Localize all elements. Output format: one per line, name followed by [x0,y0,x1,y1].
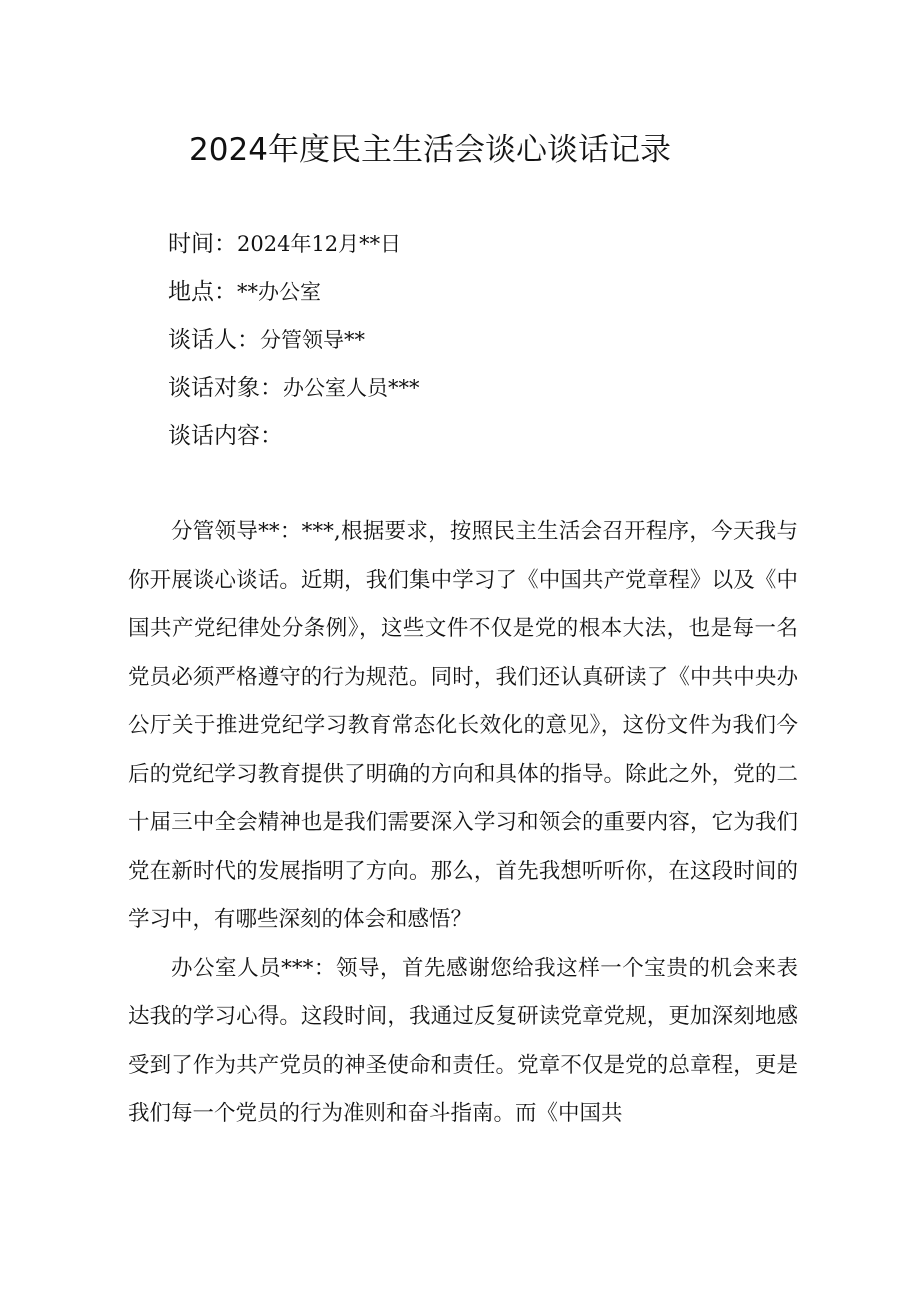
meta-block [168,222,808,462]
paragraph [128,508,798,945]
paragraph-text: ***,根据要求，按照民主生活会召开程序，今天我与你开展谈心谈话。近期，我们集中学习了《中国共产党章程》以及《中国共产党纪律处分条例》，这些文件不仅是党的根本大法，也是每一名党员必须严格遵守的行为规范。同时，我们还认真研读了《中共中央办公厅关于推进党纪学习教育常态化长效化的意见》，这份文件为我们今后的党纪学习教育提供了明确的方向和具体的指导。除此之外，党的二十届三中全会精神也是我们需要深入学习和领会的重要内容，它为我们党在新时代的发展指明了方向。那么，首先我想听听你，在这段时间的学习中，有哪些深刻的体会和感悟？ [128,519,798,932]
meta-label: 谈话对象： [168,375,283,401]
meta-value: **办公室 [237,280,321,304]
meta-value: 2024年12月**日 [237,232,402,256]
meta-row-time [168,222,808,270]
meta-label: 时间： [168,231,237,257]
meta-label: 谈话内容： [168,423,283,449]
meta-label: 地点： [168,279,237,305]
document-body [128,508,798,1139]
meta-row-interviewer [168,318,808,366]
meta-row-place [168,270,808,318]
meta-row-interviewee [168,366,808,414]
speaker-label: 办公室人员***： [171,955,336,981]
meta-value: 办公室人员*** [283,376,420,400]
speaker-label: 分管领导**： [171,519,302,544]
meta-row-content [168,414,808,462]
document-title: 2024年度民主生活会谈心谈话记录 [189,132,671,168]
meta-label: 谈话人： [168,327,260,353]
paragraph [128,945,798,1139]
paragraph-text: 领导，首先感谢您给我这样一个宝贵的机会来表达我的学习心得。这段时间，我通过反复研读党章党规，更加深刻地感受到了作为共产党员的神圣使命和责任。党章不仅是党的总章程，更是我们每一个党员的行为准则和奋斗指南。而《中国共 [128,955,798,1126]
meta-value: 分管领导** [260,328,365,352]
